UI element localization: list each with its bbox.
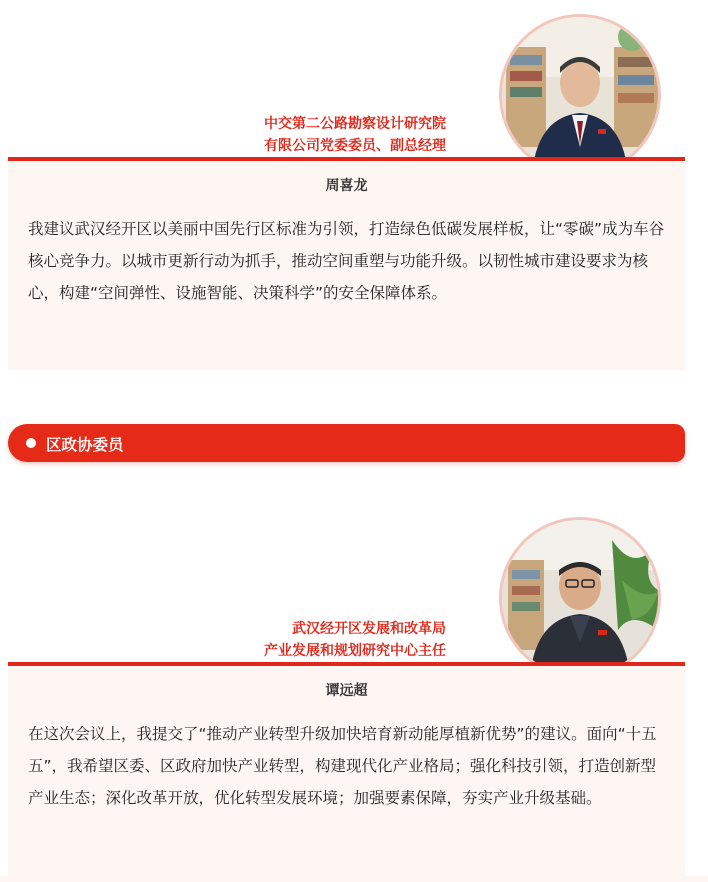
page-bottom-edge xyxy=(0,876,708,882)
bullet-dot-icon xyxy=(26,438,36,448)
portrait-photo xyxy=(499,517,661,679)
org-title-line-2: 有限公司党委委员、副总经理 xyxy=(264,138,446,154)
section-title: 区政协委员 xyxy=(46,436,124,454)
statement-paragraph: 我建议武汉经开区以美丽中国先行区标准为引领，打造绿色低碳发展样板，让“零碳”成为车谷核心竞争力。以城市更新行动为抓手，推动空间重塑与功能升级。以韧性城市建设要求为核心，构建“空间弹性、设施智能、决策科学”的安全保障体系。 xyxy=(28,220,665,302)
org-title-line-2: 产业发展和规划研究中心主任 xyxy=(264,643,446,659)
statement-paragraph: 在这次会议上，我提交了“推动产业转型升级加快培育新动能厚植新优势”的建议。面向“十五五”，我希望区委、区政府加快产业转型，构建现代化产业格局；强化科技引领，打造创新型产业生态；深化改革开放，优化转型发展环境；加强要素保障，夯实产业升级基础。 xyxy=(28,725,657,807)
org-title-line-1: 中交第二公路勘察设计研究院 xyxy=(264,116,446,132)
person-name: 谭远超 xyxy=(325,683,368,699)
person-name: 周喜龙 xyxy=(325,178,368,194)
org-title-line-1: 武汉经开区发展和改革局 xyxy=(292,621,446,637)
section-header-bar xyxy=(8,424,685,462)
profile-card xyxy=(8,161,685,370)
profile-card xyxy=(8,666,685,876)
portrait-photo xyxy=(499,14,661,176)
